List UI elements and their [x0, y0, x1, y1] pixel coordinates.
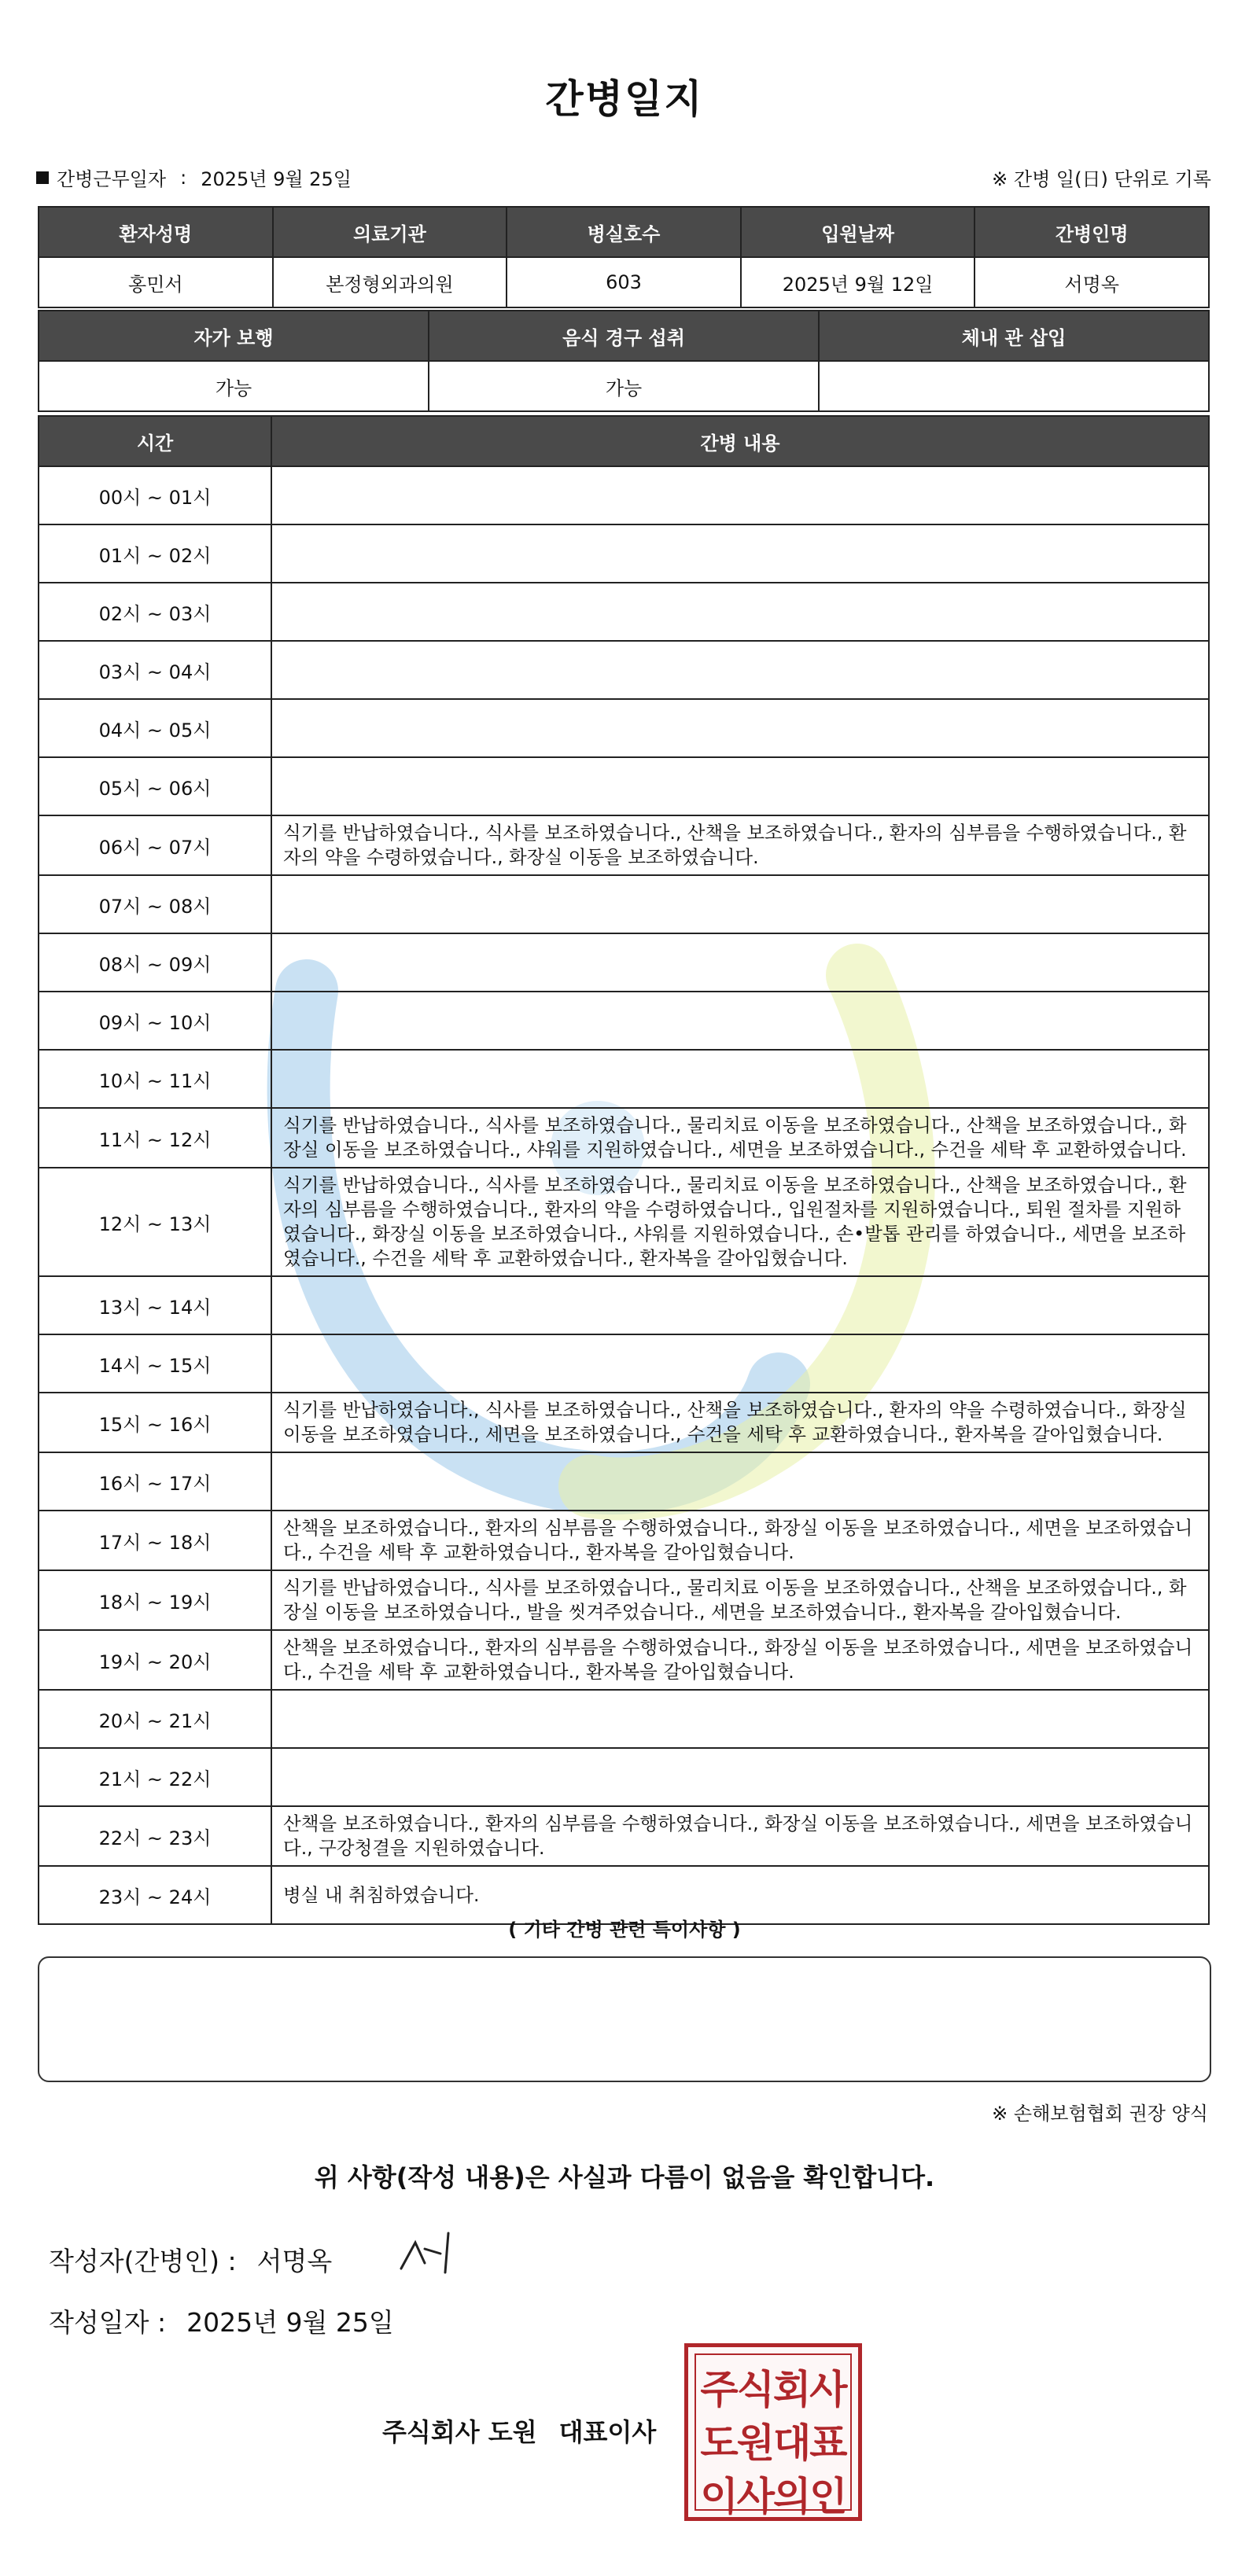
care-log-time: 05시 ~ 06시 — [39, 757, 271, 815]
work-date-value: 2025년 9월 25일 — [201, 168, 352, 190]
care-log-content: 산책을 보조하였습니다., 환자의 심부름을 수행하였습니다., 화장실 이동을 보조하였습니다., 세면을 보조하였습니다., 수건을 세탁 후 교환하였습니다., 환자복을 갈아입혔습니다. — [271, 1511, 1209, 1570]
care-log-time: 19시 ~ 20시 — [39, 1630, 271, 1690]
tube-insertion-value — [819, 361, 1209, 411]
header-time: 시간 — [39, 416, 271, 466]
header-caregiver-name: 간병인명 — [975, 207, 1209, 257]
work-date-separator: : — [180, 166, 187, 189]
care-log-content: 산책을 보조하였습니다., 환자의 심부름을 수행하였습니다., 화장실 이동을 보조하였습니다., 세면을 보조하였습니다., 구강청결을 지원하였습니다. — [271, 1806, 1209, 1866]
care-log-time: 08시 ~ 09시 — [39, 933, 271, 992]
care-log-time: 18시 ~ 19시 — [39, 1570, 271, 1630]
care-log-time: 15시 ~ 16시 — [39, 1393, 271, 1452]
care-log-row — [39, 583, 1209, 641]
care-log-content — [271, 699, 1209, 757]
care-log-row — [39, 641, 1209, 699]
care-log-row — [39, 699, 1209, 757]
company-seal — [684, 2343, 862, 2521]
work-date — [36, 164, 352, 191]
care-log-row — [39, 1393, 1209, 1452]
header-admission-date: 입원날짜 — [741, 207, 975, 257]
care-log-row — [39, 1630, 1209, 1690]
square-bullet-icon — [36, 171, 49, 184]
care-log-row — [39, 933, 1209, 992]
care-log-content — [271, 1748, 1209, 1806]
seal-text-line-1: 주식회사 — [700, 2367, 846, 2412]
care-log-content — [271, 524, 1209, 583]
care-log-content: 식기를 반납하였습니다., 식사를 보조하였습니다., 산책을 보조하였습니다., 환자의 약을 수령하였습니다., 화장실 이동을 보조하였습니다., 세면을 보조하였습니다., 수건을 세탁 후 교환하였습니다., 환자복을 갈아입혔습니다. — [271, 1393, 1209, 1452]
writer-line — [49, 2241, 332, 2278]
care-log-content: 식기를 반납하였습니다., 식사를 보조하였습니다., 물리치료 이동을 보조하였습니다., 산책을 보조하였습니다., 환자의 심부름을 수행하였습니다., 환자의 약을 수령하였습니다., 입원절차를 지원하였습니다., 퇴원 절차를 지원하였습니다., 화장실 이동을 보조하였습니다., 샤워를 지원하였습니다., 손•발톱 관리를 하였습니다., 세면을 보조하였습니다., 수건을 세탁 후 교환하였습니다., 환자복을 갈아입혔습니다. — [271, 1168, 1209, 1276]
notes-box — [38, 1956, 1211, 2082]
care-log-content — [271, 1452, 1209, 1511]
meta-row — [36, 164, 1211, 192]
unit-note: ※ 간병 일(日) 단위로 기록 — [992, 168, 1211, 190]
header-self-walking: 자가 보행 — [39, 311, 429, 361]
company-ceo-title: 대표이사 — [558, 2417, 657, 2447]
header-patient-name: 환자성명 — [39, 207, 273, 257]
care-log-time: 02시 ~ 03시 — [39, 583, 271, 641]
care-log-row — [39, 1690, 1209, 1748]
hospital-name: 본정형외과의원 — [273, 257, 507, 307]
care-log-time: 03시 ~ 04시 — [39, 641, 271, 699]
care-log-content — [271, 1690, 1209, 1748]
care-log-row — [39, 1806, 1209, 1866]
care-log-content: 식기를 반납하였습니다., 식사를 보조하였습니다., 물리치료 이동을 보조하였습니다., 산책을 보조하였습니다., 화장실 이동을 보조하였습니다., 샤워를 지원하였습니다., 세면을 보조하였습니다., 수건을 세탁 후 교환하였습니다. — [271, 1108, 1209, 1168]
care-log-row — [39, 992, 1209, 1050]
care-log-content — [271, 992, 1209, 1050]
care-log-content: 산책을 보조하였습니다., 환자의 심부름을 수행하였습니다., 화장실 이동을 보조하였습니다., 세면을 보조하였습니다., 수건을 세탁 후 교환하였습니다., 환자복을 갈아입혔습니다. — [271, 1630, 1209, 1690]
care-log-row — [39, 524, 1209, 583]
self-walking-value: 가능 — [39, 361, 429, 411]
patient-info-value-row — [39, 257, 1209, 307]
care-log-header-row — [39, 416, 1209, 466]
care-log-time: 09시 ~ 10시 — [39, 992, 271, 1050]
notes-title: ( 기타 간병 관련 특이사항 ) — [508, 1919, 741, 1941]
care-log-content — [271, 1276, 1209, 1334]
care-log-time: 16시 ~ 17시 — [39, 1452, 271, 1511]
writer-label: 작성자(간병인) : — [49, 2246, 237, 2276]
company-line — [382, 2412, 656, 2449]
care-log-time: 23시 ~ 24시 — [39, 1866, 271, 1924]
care-log-time: 17시 ~ 18시 — [39, 1511, 271, 1570]
care-log-row — [39, 1108, 1209, 1168]
write-date-value: 2025년 9월 25일 — [186, 2307, 394, 2338]
company-name: 주식회사 도원 — [382, 2417, 537, 2447]
care-log-time: 12시 ~ 13시 — [39, 1168, 271, 1276]
patient-name: 홍민서 — [39, 257, 273, 307]
care-log-row — [39, 1570, 1209, 1630]
care-log-time: 14시 ~ 15시 — [39, 1334, 271, 1393]
header-hospital: 의료기관 — [273, 207, 507, 257]
work-date-label: 간병근무일자 — [57, 168, 167, 190]
status-info-table — [38, 310, 1210, 412]
care-log-row — [39, 1334, 1209, 1393]
write-date-line — [49, 2302, 394, 2339]
seal-text-line-2: 도원대표 — [700, 2420, 846, 2466]
care-log-row — [39, 1452, 1209, 1511]
care-log-row — [39, 466, 1209, 524]
room-number: 603 — [507, 257, 741, 307]
care-log-row — [39, 1168, 1209, 1276]
form-footnote: ※ 손해보험협회 권장 양식 — [992, 2103, 1208, 2125]
header-room: 병실호수 — [507, 207, 741, 257]
care-log-time: 13시 ~ 14시 — [39, 1276, 271, 1334]
care-log-row — [39, 757, 1209, 815]
care-log-content — [271, 583, 1209, 641]
care-log-content — [271, 933, 1209, 992]
care-log-row — [39, 815, 1209, 875]
care-log-row — [39, 1050, 1209, 1108]
care-log-time: 21시 ~ 22시 — [39, 1748, 271, 1806]
seal-text-line-3: 이사의인 — [700, 2474, 846, 2519]
care-log-time: 04시 ~ 05시 — [39, 699, 271, 757]
care-log-content: 식기를 반납하였습니다., 식사를 보조하였습니다., 산책을 보조하였습니다., 환자의 심부름을 수행하였습니다., 환자의 약을 수령하였습니다., 화장실 이동을 보조하였습니다. — [271, 815, 1209, 875]
care-log-content — [271, 875, 1209, 933]
care-log-time: 00시 ~ 01시 — [39, 466, 271, 524]
care-log-row — [39, 1748, 1209, 1806]
care-log-row — [39, 1276, 1209, 1334]
care-log-time: 01시 ~ 02시 — [39, 524, 271, 583]
handwritten-signature — [393, 2225, 480, 2288]
care-log-time: 07시 ~ 08시 — [39, 875, 271, 933]
care-log-row — [39, 875, 1209, 933]
care-log-content: 식기를 반납하였습니다., 식사를 보조하였습니다., 물리치료 이동을 보조하였습니다., 산책을 보조하였습니다., 화장실 이동을 보조하였습니다., 발을 씻겨주었습니다., 세면을 보조하였습니다., 환자복을 갈아입혔습니다. — [271, 1570, 1209, 1630]
admission-date: 2025년 9월 12일 — [741, 257, 975, 307]
patient-info-table — [38, 206, 1210, 308]
document-title: 간병일지 — [545, 76, 704, 122]
care-log-content — [271, 757, 1209, 815]
oral-intake-value: 가능 — [429, 361, 819, 411]
header-oral-intake: 음식 경구 섭취 — [429, 311, 819, 361]
write-date-label: 작성일자 : — [49, 2307, 167, 2338]
header-tube-insertion: 체내 관 삽입 — [819, 311, 1209, 361]
care-log-time: 06시 ~ 07시 — [39, 815, 271, 875]
care-log-time: 10시 ~ 11시 — [39, 1050, 271, 1108]
caregiver-name: 서명옥 — [975, 257, 1209, 307]
care-log-time: 22시 ~ 23시 — [39, 1806, 271, 1866]
care-log-content — [271, 466, 1209, 524]
care-log-time: 20시 ~ 21시 — [39, 1690, 271, 1748]
care-log-table — [38, 415, 1210, 1925]
status-value-row — [39, 361, 1209, 411]
writer-name: 서명옥 — [256, 2246, 333, 2276]
header-care-content: 간병 내용 — [271, 416, 1209, 466]
care-log-time: 11시 ~ 12시 — [39, 1108, 271, 1168]
care-log-content — [271, 1050, 1209, 1108]
care-log-row — [39, 1511, 1209, 1570]
care-log-content — [271, 1334, 1209, 1393]
status-header-row — [39, 311, 1209, 361]
patient-info-header-row — [39, 207, 1209, 257]
care-log-content: 병실 내 취침하였습니다. — [271, 1866, 1209, 1924]
confirmation-statement: 위 사항(작성 내용)은 사실과 다름이 없음을 확인합니다. — [314, 2162, 935, 2192]
care-log-content — [271, 641, 1209, 699]
